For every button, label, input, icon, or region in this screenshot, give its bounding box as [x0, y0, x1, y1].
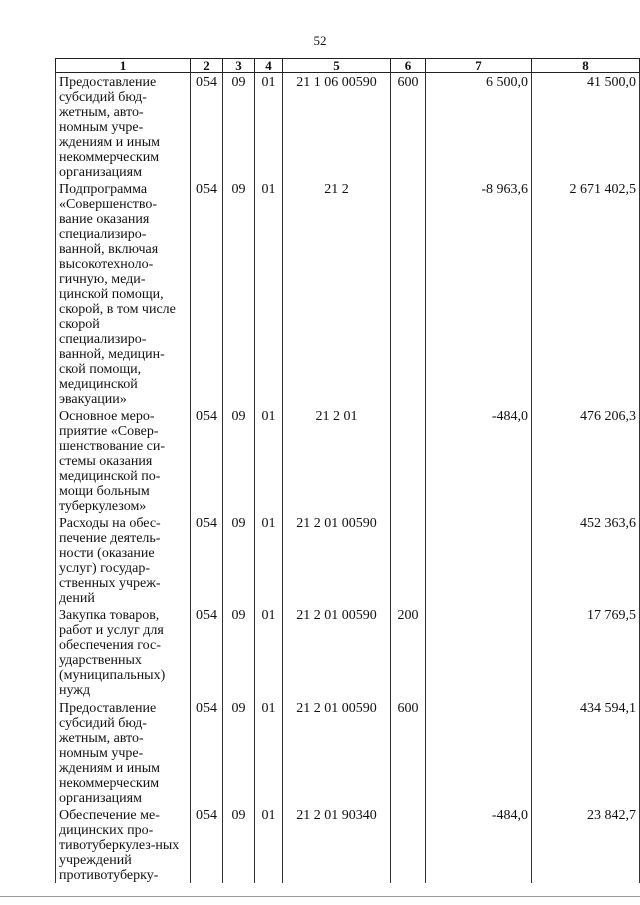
cell-target-article: 21 2 01 00590 [283, 699, 391, 806]
column-header: 1 [56, 59, 191, 73]
cell-subsection: 01 [255, 514, 283, 606]
row-name: Подпрограмма «Совершенство-вание оказания специализиро-ванной, включая высокотехноло-гичную, меди-цинской помощи, скорой, в том числе скорой специализиро-ванной, медицин-ской помощи, медицинской эвакуации» [56, 180, 191, 407]
cell-change [426, 606, 532, 699]
cell-section: 09 [223, 73, 255, 181]
cell-target-article: 21 2 [283, 180, 391, 407]
cell-change [426, 514, 532, 606]
column-header: 7 [426, 59, 532, 73]
table-row [56, 73, 640, 181]
cell-subsection: 01 [255, 407, 283, 514]
cell-section: 09 [223, 514, 255, 606]
cell-target-article: 21 2 01 [283, 407, 391, 514]
cell-section: 09 [223, 806, 255, 883]
cell-change: 6 500,0 [426, 73, 532, 181]
cell-subsection: 01 [255, 180, 283, 407]
column-header: 4 [255, 59, 283, 73]
cell-total: 434 594,1 [532, 699, 640, 806]
cell-section: 09 [223, 606, 255, 699]
column-header: 8 [532, 59, 640, 73]
cell-expense-type: 600 [391, 699, 426, 806]
budget-table [55, 58, 640, 883]
row-name: Предоставление субсидий бюд-жетным, авто-номным учре-ждениям и иным некоммерческим организациям [56, 73, 191, 181]
cell-target-article: 21 2 01 90340 [283, 806, 391, 883]
table-row [56, 699, 640, 806]
cell-subsection: 01 [255, 699, 283, 806]
row-name: Закупка товаров, работ и услуг для обеспечения гос-ударственных (муниципальных) нужд [56, 606, 191, 699]
cell-section: 09 [223, 407, 255, 514]
cell-total: 452 363,6 [532, 514, 640, 606]
cell-total: 23 842,7 [532, 806, 640, 883]
cell-expense-type [391, 514, 426, 606]
cell-total: 2 671 402,5 [532, 180, 640, 407]
cell-expense-type: 600 [391, 73, 426, 181]
cell-total: 476 206,3 [532, 407, 640, 514]
cell-subsection: 01 [255, 73, 283, 181]
row-name: Предоставление субсидий бюд-жетным, авто-номным учре-ждениям и иным некоммерческим организациям [56, 699, 191, 806]
cell-ministry-code: 054 [191, 606, 223, 699]
cell-ministry-code: 054 [191, 514, 223, 606]
row-name: Обеспечение ме-дицинских про-тивотуберкулез-ных учреждений противотуберку- [56, 806, 191, 883]
cell-change: -8 963,6 [426, 180, 532, 407]
column-header: 3 [223, 59, 255, 73]
cell-expense-type [391, 180, 426, 407]
page-number: 52 [313, 33, 327, 48]
page-bottom-edge [0, 896, 640, 897]
row-name: Основное меро-приятие «Совер-шенствование си-стемы оказания медицинской по-мощи больным туберкулезом» [56, 407, 191, 514]
cell-total: 41 500,0 [532, 73, 640, 181]
row-name: Расходы на обес-печение деятель-ности (оказание услуг) государ-ственных учреж-дений [56, 514, 191, 606]
table-row [56, 180, 640, 407]
cell-total: 17 769,5 [532, 606, 640, 699]
table-row [56, 606, 640, 699]
cell-ministry-code: 054 [191, 73, 223, 181]
cell-change: -484,0 [426, 806, 532, 883]
cell-ministry-code: 054 [191, 407, 223, 514]
cell-ministry-code: 054 [191, 180, 223, 407]
column-header: 2 [191, 59, 223, 73]
cell-subsection: 01 [255, 606, 283, 699]
cell-target-article: 21 1 06 00590 [283, 73, 391, 181]
cell-expense-type [391, 806, 426, 883]
cell-subsection: 01 [255, 806, 283, 883]
table-row [56, 407, 640, 514]
table-row [56, 806, 640, 883]
cell-expense-type [391, 407, 426, 514]
column-header: 6 [391, 59, 426, 73]
cell-change [426, 699, 532, 806]
cell-ministry-code: 054 [191, 699, 223, 806]
cell-section: 09 [223, 180, 255, 407]
cell-target-article: 21 2 01 00590 [283, 514, 391, 606]
cell-ministry-code: 054 [191, 806, 223, 883]
cell-section: 09 [223, 699, 255, 806]
table-header-row [56, 59, 640, 73]
cell-change: -484,0 [426, 407, 532, 514]
table-row [56, 514, 640, 606]
column-header: 5 [283, 59, 391, 73]
cell-expense-type: 200 [391, 606, 426, 699]
cell-target-article: 21 2 01 00590 [283, 606, 391, 699]
